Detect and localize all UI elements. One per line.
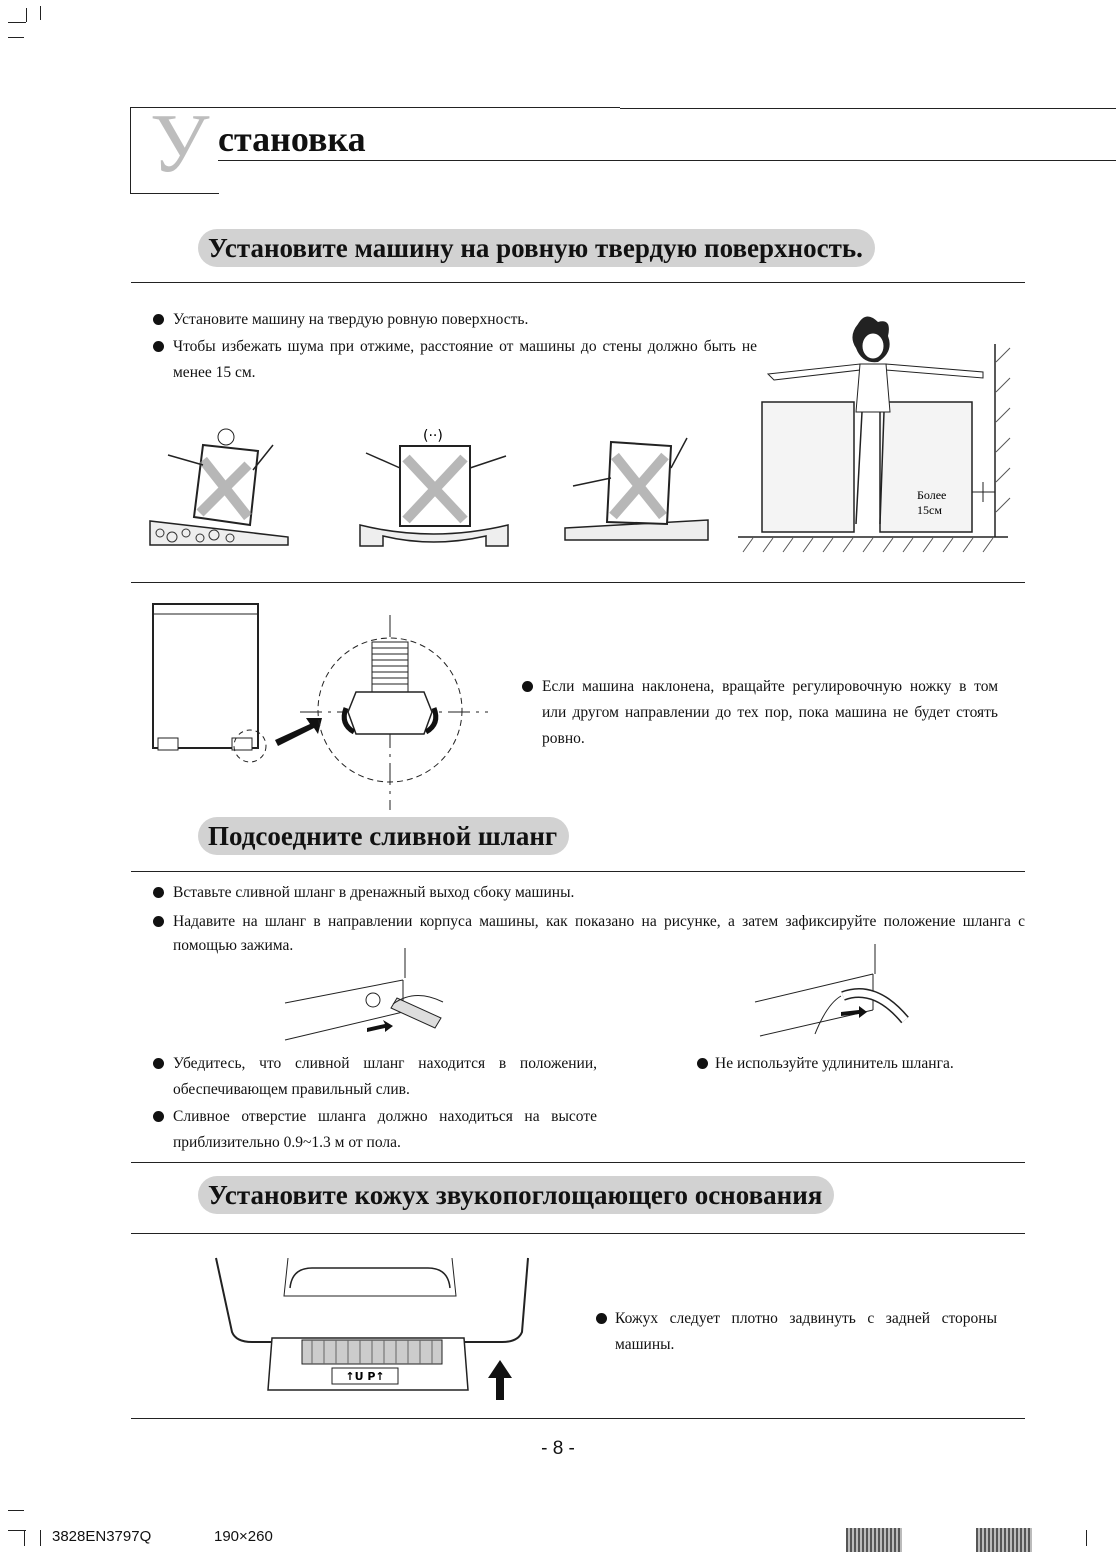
illustration-rough-floor (563, 428, 713, 543)
bullet-icon (153, 916, 164, 927)
illustration-leveling-foot (150, 600, 490, 810)
section-heading-surface: Установите машину на ровную твердую поверхность. (198, 229, 875, 267)
bullet-icon (596, 1313, 607, 1324)
bullet-text: Кожух следует плотно задвинуть с задней стороны машины. (615, 1310, 997, 1353)
crop-mark (8, 37, 24, 38)
bullet-icon (153, 314, 164, 325)
bullet-text: Не используйте удлинитель шланга. (715, 1055, 954, 1072)
bullet-icon (153, 1111, 164, 1122)
svg-text:(··): (··) (423, 428, 443, 444)
section-rule (131, 282, 1025, 283)
illustration-base-cover (212, 1252, 532, 1402)
illustration-soft-surface (358, 428, 513, 553)
bullet-text: Сливное отверстие шланга должно находиться на высоте приблизительно 0.9~1.3 м от пола. (173, 1108, 597, 1151)
footer-size: 190×260 (214, 1528, 273, 1545)
crop-mark (8, 22, 26, 23)
crop-mark (24, 1530, 25, 1546)
section-rule (131, 1162, 1025, 1163)
section-rule (131, 1233, 1025, 1234)
bullet-text: Надавите на шланг в направлении корпуса машины, как показано на рисунке, а затем зафиксируйте положение шланга с помощью зажима. (173, 913, 1025, 954)
illustration-hose-press (755, 944, 915, 1044)
illustration-hose-insert (285, 948, 460, 1043)
title-rule-bottom (218, 160, 1116, 161)
bullet-icon (522, 681, 533, 692)
title-initial: У (150, 97, 210, 190)
section-rule (131, 871, 1025, 872)
registration-mark (846, 1528, 902, 1552)
bullet-icon (153, 887, 164, 898)
distance-label: Более (917, 488, 947, 502)
section-heading-drain-hose: Подсоедните сливной шланг (198, 817, 569, 855)
bullet-text: Чтобы избежать шума при отжиме, расстояние от машины до стены должно быть не менее 15 см. (173, 338, 757, 381)
illustration-wall-distance (738, 312, 1023, 554)
footer-code: 3828EN3797Q (52, 1528, 152, 1545)
bullet-text: Если машина наклонена, вращайте регулировочную ножку в том или другом направлении до тех пор, пока машина не будет стоять ровно. (542, 678, 998, 747)
bullet-text: Убедитесь, что сливной шланг находится в положении, обеспечивающем правильный слив. (173, 1055, 597, 1098)
section-rule (131, 1418, 1025, 1419)
crop-mark (1086, 1530, 1087, 1546)
registration-mark (976, 1528, 1032, 1552)
page-number: - 8 - (541, 1438, 575, 1459)
crop-mark (40, 1530, 41, 1546)
title-rule-top-2 (620, 108, 1116, 109)
bullet-text: Установите машину на твердую ровную поверхность. (173, 311, 529, 328)
bullet-icon (153, 341, 164, 352)
crop-mark (8, 1510, 24, 1511)
crop-mark (26, 8, 27, 22)
bullet-text: Вставьте сливной шланг в дренажный выход сбоку машины. (173, 884, 575, 901)
page-title: становка (218, 119, 366, 159)
section-rule (131, 582, 1025, 583)
illustration-uneven-surface (148, 425, 293, 550)
section-heading-base-cover: Установите кожух звукопоглощающего основания (198, 1176, 834, 1214)
bullet-icon (697, 1058, 708, 1069)
crop-mark (40, 6, 41, 20)
bullet-icon (153, 1058, 164, 1069)
cover-label: ↑U P↑ (345, 1370, 385, 1383)
distance-label: 15см (917, 503, 942, 517)
